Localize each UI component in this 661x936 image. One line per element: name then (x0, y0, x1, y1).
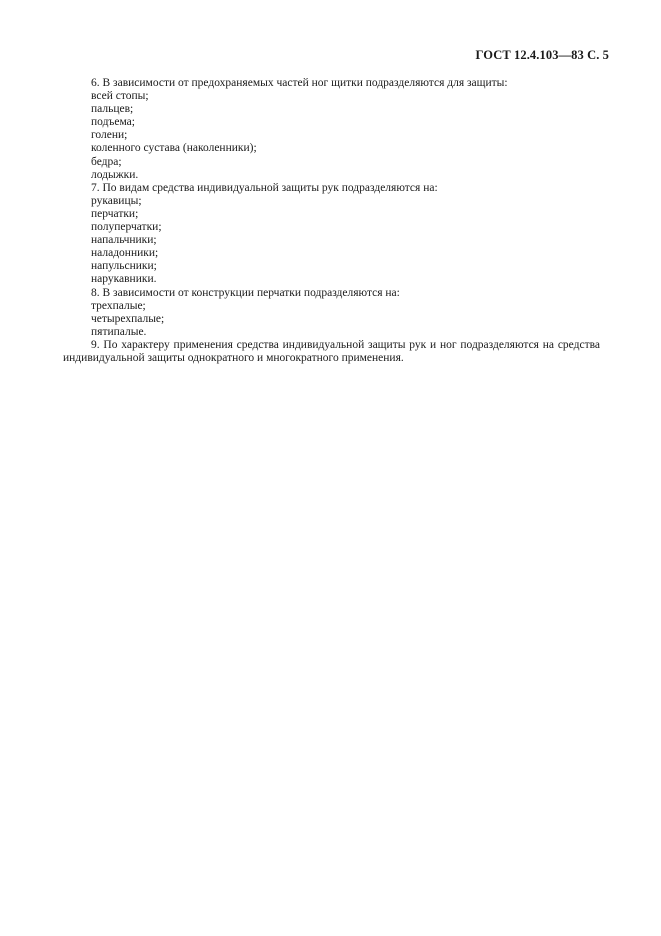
list-item: наладонники; (91, 247, 159, 260)
list-item: бедра; (91, 155, 122, 168)
list-item: пятипалые. (91, 325, 147, 338)
document-body (63, 77, 600, 365)
list-item: перчатки; (91, 207, 139, 220)
list-item: нарукавники. (91, 273, 157, 286)
list-item: напульсники; (91, 260, 157, 273)
page-header: ГОСТ 12.4.103—83 С. 5 (475, 48, 609, 62)
list-item: полуперчатки; (91, 221, 162, 234)
list-item: всей стопы; (91, 90, 149, 103)
list-item: голени; (91, 129, 128, 142)
section-6-intro: 6. В зависимости от предохраняемых частей ног щитки подразделяются для защиты: (91, 77, 508, 89)
list-item: четырехпалые; (91, 312, 165, 325)
list-item: пальцев; (91, 103, 134, 116)
list-item: рукавицы; (91, 194, 142, 207)
section-7-intro: 7. По видам средства индивидуальной защиты рук подразделяются на: (91, 181, 438, 194)
list-item: трехпалые; (91, 299, 146, 312)
list-item: подъема; (91, 116, 135, 129)
list-item: напальчники; (91, 234, 157, 247)
section-9-paragraph: 9. По характеру применения средства индивидуальной защиты рук и ног подразделяются на средства индивидуальной защиты однократного и многократного применения. (63, 338, 600, 364)
list-item: лодыжки. (91, 168, 139, 181)
section-8-intro: 8. В зависимости от конструкции перчатки подразделяются на: (91, 286, 400, 299)
list-item: коленного сустава (наколенники); (91, 142, 257, 155)
